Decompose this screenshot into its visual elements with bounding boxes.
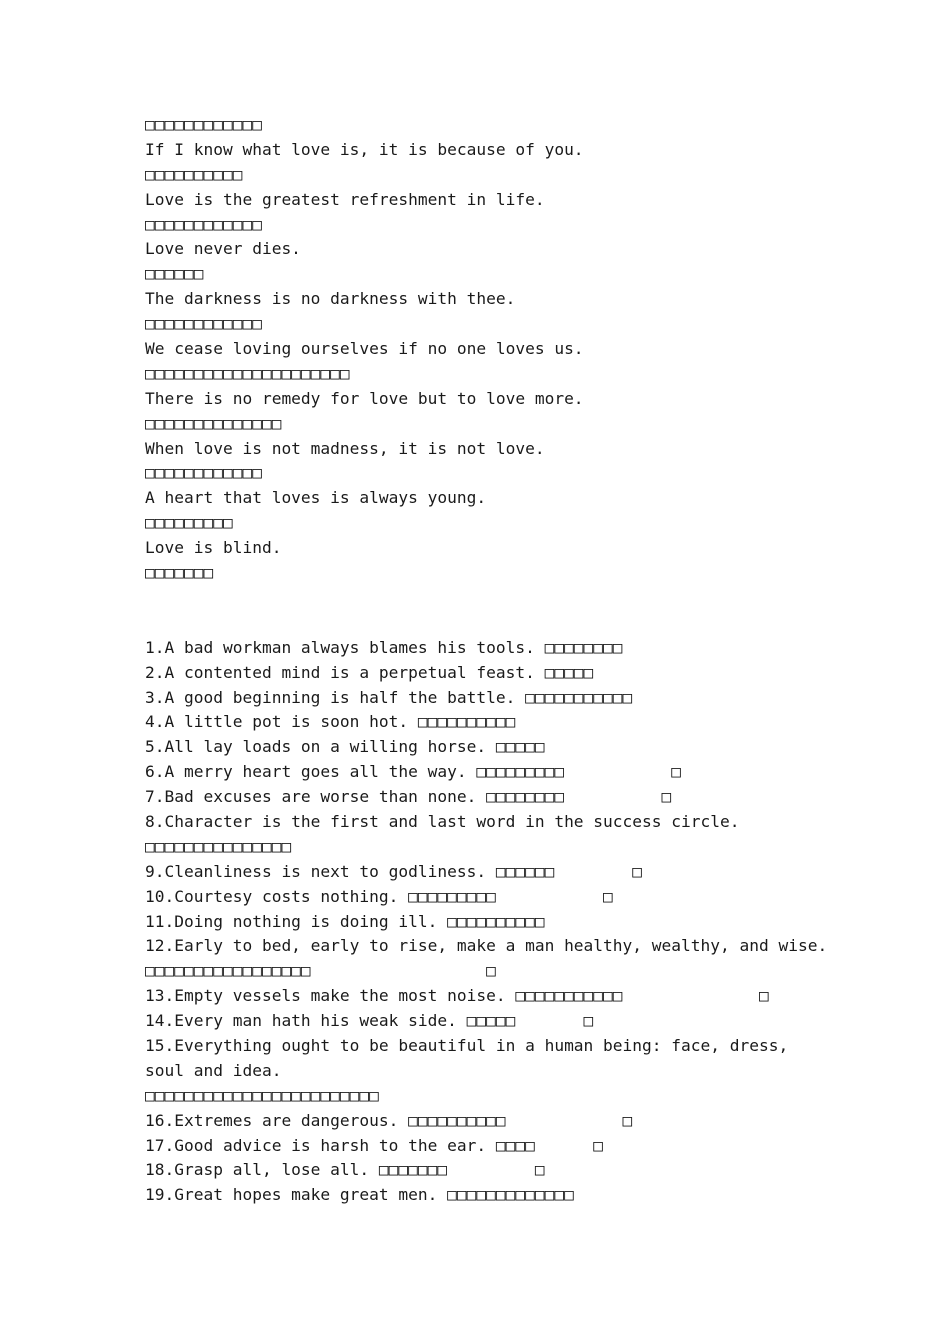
text-line: Love never dies. — [145, 239, 301, 259]
proverb-line: 4.A little pot is soon hot. □□□□□□□□□□ — [145, 712, 516, 732]
proverb-line: 15.Everything ought to be beautiful in a human being: face, dress, soul and idea. — [145, 1035, 789, 1080]
text-line: Love is blind. — [145, 538, 282, 558]
proverb-line: 18.Grasp all, lose all. □□□□□□□ □ — [145, 1160, 545, 1180]
proverb-line: 12.Early to bed, early to rise, make a man healthy, wealthy, and wise. — [145, 936, 828, 956]
text-line: □□□□□□□□□□ — [145, 164, 243, 184]
proverb-line: 6.A merry heart goes all the way. □□□□□□□□□ □ — [145, 762, 682, 782]
proverb-line: 17.Good advice is harsh to the ear. □□□□ □ — [145, 1135, 604, 1155]
text-line: Love is the greatest refreshment in life. — [145, 189, 545, 209]
proverb-translation: □□□□□□□□□□□□□□□□□ □ — [145, 961, 496, 981]
proverb-line: 2.A contented mind is a perpetual feast. □□□□□ — [145, 662, 594, 682]
proverb-line: 10.Courtesy costs nothing. □□□□□□□□□ □ — [145, 886, 613, 906]
section-spacer — [145, 586, 815, 636]
text-line: When love is not madness, it is not love. — [145, 438, 545, 458]
proverb-line: 9.Cleanliness is next to godliness. □□□□□□ □ — [145, 861, 643, 881]
proverb-line: 14.Every man hath his weak side. □□□□□ □ — [145, 1011, 594, 1031]
proverb-translation: □□□□□□□□□□□□□□□□□□□□□□□□ — [145, 1085, 379, 1105]
document-body — [145, 113, 828, 1208]
proverb-line: 11.Doing nothing is doing ill. □□□□□□□□□□ — [145, 911, 545, 931]
text-line: □□□□□□□ — [145, 563, 214, 583]
proverb-line: 5.All lay loads on a willing horse. □□□□□ — [145, 737, 545, 757]
text-line: If I know what love is, it is because of you. — [145, 139, 584, 159]
text-line: □□□□□□□□□□□□ — [145, 214, 262, 234]
text-line: The darkness is no darkness with thee. — [145, 289, 516, 309]
proverb-line: 3.A good beginning is half the battle. □□□□□□□□□□□ — [145, 687, 633, 707]
love-quotes-section — [145, 113, 815, 586]
text-line: A heart that loves is always young. — [145, 488, 487, 508]
text-line: □□□□□□ — [145, 264, 204, 284]
proverb-line: 8.Character is the first and last word in the success circle. — [145, 811, 740, 831]
text-line: □□□□□□□□□□□□ — [145, 314, 262, 334]
proverb-line: 1.A bad workman always blames his tools. □□□□□□□□ — [145, 637, 623, 657]
proverb-line: 16.Extremes are dangerous. □□□□□□□□□□ □ — [145, 1110, 633, 1130]
text-line: □□□□□□□□□□□□□□ — [145, 413, 282, 433]
text-line: □□□□□□□□□□□□□□□□□□□□□ — [145, 363, 350, 383]
proverb-line: 19.Great hopes make great men. □□□□□□□□□□□□□ — [145, 1185, 574, 1205]
text-line: We cease loving ourselves if no one loves us. — [145, 339, 584, 359]
proverb-line: 13.Empty vessels make the most noise. □□□□□□□□□□□ □ — [145, 986, 769, 1006]
proverb-line: 7.Bad excuses are worse than none. □□□□□□□□ □ — [145, 787, 672, 807]
text-line: □□□□□□□□□□□□ — [145, 115, 262, 134]
text-line: There is no remedy for love but to love more. — [145, 388, 584, 408]
proverb-translation: □□□□□□□□□□□□□□□ — [145, 836, 292, 856]
text-line: □□□□□□□□□ — [145, 513, 233, 533]
text-line: □□□□□□□□□□□□ — [145, 463, 262, 483]
proverbs-list — [145, 636, 828, 1209]
